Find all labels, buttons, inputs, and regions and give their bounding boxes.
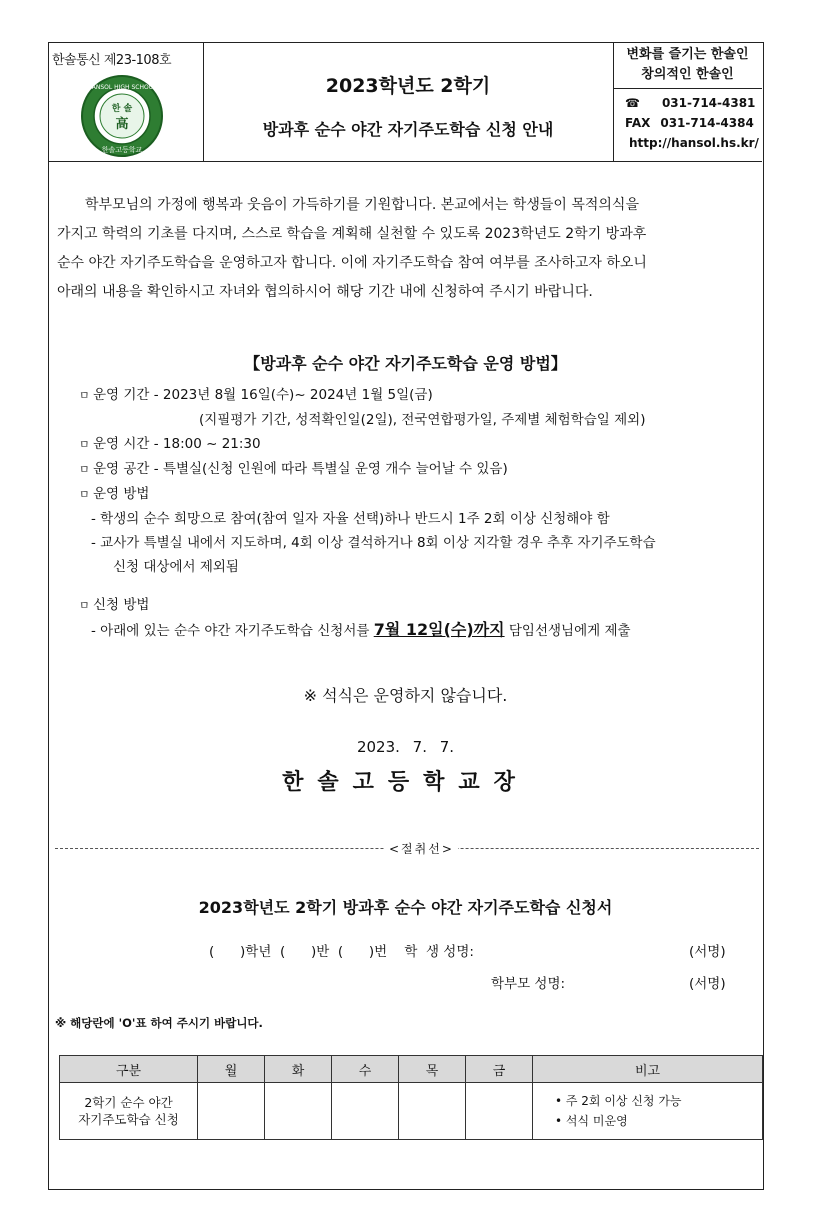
item-period-text: 운영 기간 - 2023년 8월 16일(수)~ 2024년 1월 5일(금)	[93, 387, 433, 403]
header-category: 구분	[60, 1056, 198, 1083]
school-seal-icon	[77, 73, 167, 159]
parent-sign[interactable]: (서명)	[689, 976, 726, 992]
school-url: http://hansol.hs.kr/	[629, 136, 759, 150]
intro-line-4: 아래의 내용을 확인하시고 자녀와 협의하시어 해당 기간 내에 신청하여 주시기 바랍니다.	[57, 284, 593, 300]
phone-icon: ☎	[625, 96, 640, 110]
seal-center-mid: 高	[115, 117, 129, 132]
header-mon: 월	[198, 1056, 265, 1083]
apply-pre: - 아래에 있는 순수 야간 자기주도학습 신청서를	[91, 623, 374, 639]
contact-info	[613, 89, 762, 153]
issue-date: 2023. 7. 7.	[356, 738, 455, 756]
cell-mon[interactable]	[198, 1083, 265, 1140]
header-left	[49, 43, 204, 161]
cell-thu[interactable]	[399, 1083, 466, 1140]
item-time-text: 운영 시간 - 18:00 ~ 21:30	[93, 436, 261, 452]
item-apply	[79, 593, 759, 618]
notice-number: 한솔통신 제23-108호	[52, 53, 172, 68]
header-title-block	[203, 43, 614, 161]
table-row	[60, 1083, 763, 1140]
seal-ring-text: HANSOL HIGH SCHOOL	[87, 84, 157, 91]
method-detail-2a: - 교사가 특별실 내에서 지도하며, 4회 이상 결석하거나 8회 이상 지각할 경우 추후 자기주도학습	[91, 535, 656, 551]
student-info-line[interactable]: ( )학년 ( )반 ( )번 학 생 성명:	[209, 944, 474, 960]
seal-bottom-text: 한솔고등학교	[101, 146, 143, 154]
phone-number: 031-714-4381	[661, 96, 756, 110]
operation-details	[79, 383, 759, 643]
header-wed: 수	[332, 1056, 399, 1083]
item-method-text: 운영 방법	[93, 486, 150, 502]
header-remark: 비고	[533, 1056, 763, 1083]
row-label-line-2: 자기주도학습 신청	[78, 1112, 179, 1127]
cell-remark	[533, 1083, 763, 1140]
school-slogan	[613, 43, 762, 89]
item-period-note: (지필평가 기간, 성적확인일(2일), 전국연합평가일, 주제별 체험학습일 제외)	[199, 412, 646, 428]
apply-deadline: 7월 12일(수)까지	[373, 620, 505, 639]
notice-page	[48, 42, 764, 1190]
meal-note: ※ 석식은 운영하지 않습니다.	[303, 686, 508, 705]
header	[49, 43, 762, 162]
mark-instruction: ※ 해당란에 'O'표 하여 주시기 바랍니다.	[55, 1016, 263, 1030]
phone-row	[625, 93, 762, 113]
header-tue: 화	[265, 1056, 332, 1083]
bullet-icon: ㅁ	[79, 389, 90, 402]
intro-line-3: 순수 야간 자기주도학습을 운영하고자 합니다. 이에 자기주도학습 참여 여부를 조사하고자 하오니	[57, 255, 647, 271]
section-title: 【방과후 순수 야간 자기주도학습 운영 방법】	[244, 354, 567, 373]
remark-line-1: • 주 2회 이상 신청 가능	[555, 1094, 682, 1108]
apply-detail	[79, 618, 759, 643]
row-label-line-1: 2학기 순수 야간	[84, 1095, 173, 1110]
page-title: 2023학년도 2학기	[325, 75, 491, 97]
cell-fri[interactable]	[466, 1083, 533, 1140]
bullet-icon: ㅁ	[79, 438, 90, 451]
cell-wed[interactable]	[332, 1083, 399, 1140]
cell-tue[interactable]	[265, 1083, 332, 1140]
page-subtitle: 방과후 순수 야간 자기주도학습 신청 안내	[262, 120, 554, 139]
item-apply-text: 신청 방법	[93, 597, 150, 613]
spacer	[79, 579, 759, 593]
slogan-line-1: 변화를 즐기는 한솔인	[626, 47, 749, 62]
bullet-icon: ㅁ	[79, 488, 90, 501]
item-space	[79, 457, 759, 482]
item-method	[79, 482, 759, 507]
fax-row	[625, 113, 762, 133]
header-right	[613, 43, 762, 161]
intro-paragraph	[57, 191, 757, 307]
registration-table	[59, 1055, 763, 1140]
student-sign[interactable]: (서명)	[689, 944, 726, 960]
table-header-row	[60, 1056, 763, 1083]
method-detail-2b: 신청 대상에서 제외됨	[113, 559, 239, 575]
form-title: 2023학년도 2학기 방과후 순수 야간 자기주도학습 신청서	[198, 898, 613, 917]
header-fri: 금	[466, 1056, 533, 1083]
parent-name-line[interactable]: 학부모 성명:	[491, 976, 566, 992]
bullet-icon: ㅁ	[79, 599, 90, 612]
seal-center-top: 한 솔	[111, 104, 133, 114]
item-space-text: 운영 공간 - 특별실(신청 인원에 따라 특별실 운영 개수 늘어날 수 있음)	[93, 461, 508, 477]
intro-line-2: 가지고 학력의 기초를 다지며, 스스로 학습을 계획해 실천할 수 있도록 2023학년도 2학기 방과후	[57, 226, 647, 242]
header-thu: 목	[399, 1056, 466, 1083]
cut-line	[55, 840, 759, 858]
method-detail-1: - 학생의 순수 희망으로 참여(참여 일자 자율 선택)하나 반드시 1주 2회 이상 신청해야 함	[91, 511, 610, 527]
bullet-icon: ㅁ	[79, 463, 90, 476]
intro-line-1: 학부모님의 가정에 행복과 웃음이 가득하기를 기원합니다. 본교에서는 학생들이 목적의식을	[85, 197, 639, 213]
cut-label: <절취선>	[385, 840, 458, 857]
remark-line-2: • 석식 미운영	[555, 1114, 628, 1128]
fax-number: 031-714-4384	[660, 116, 754, 130]
row-label	[60, 1083, 198, 1140]
fax-label: FAX	[625, 116, 651, 130]
slogan-line-2: 창의적인 한솔인	[641, 67, 734, 82]
item-time	[79, 432, 759, 457]
principal-signature: 한솔고등학교장	[282, 770, 529, 795]
item-period	[79, 383, 759, 408]
apply-post: 담임선생님에게 제출	[504, 623, 631, 639]
